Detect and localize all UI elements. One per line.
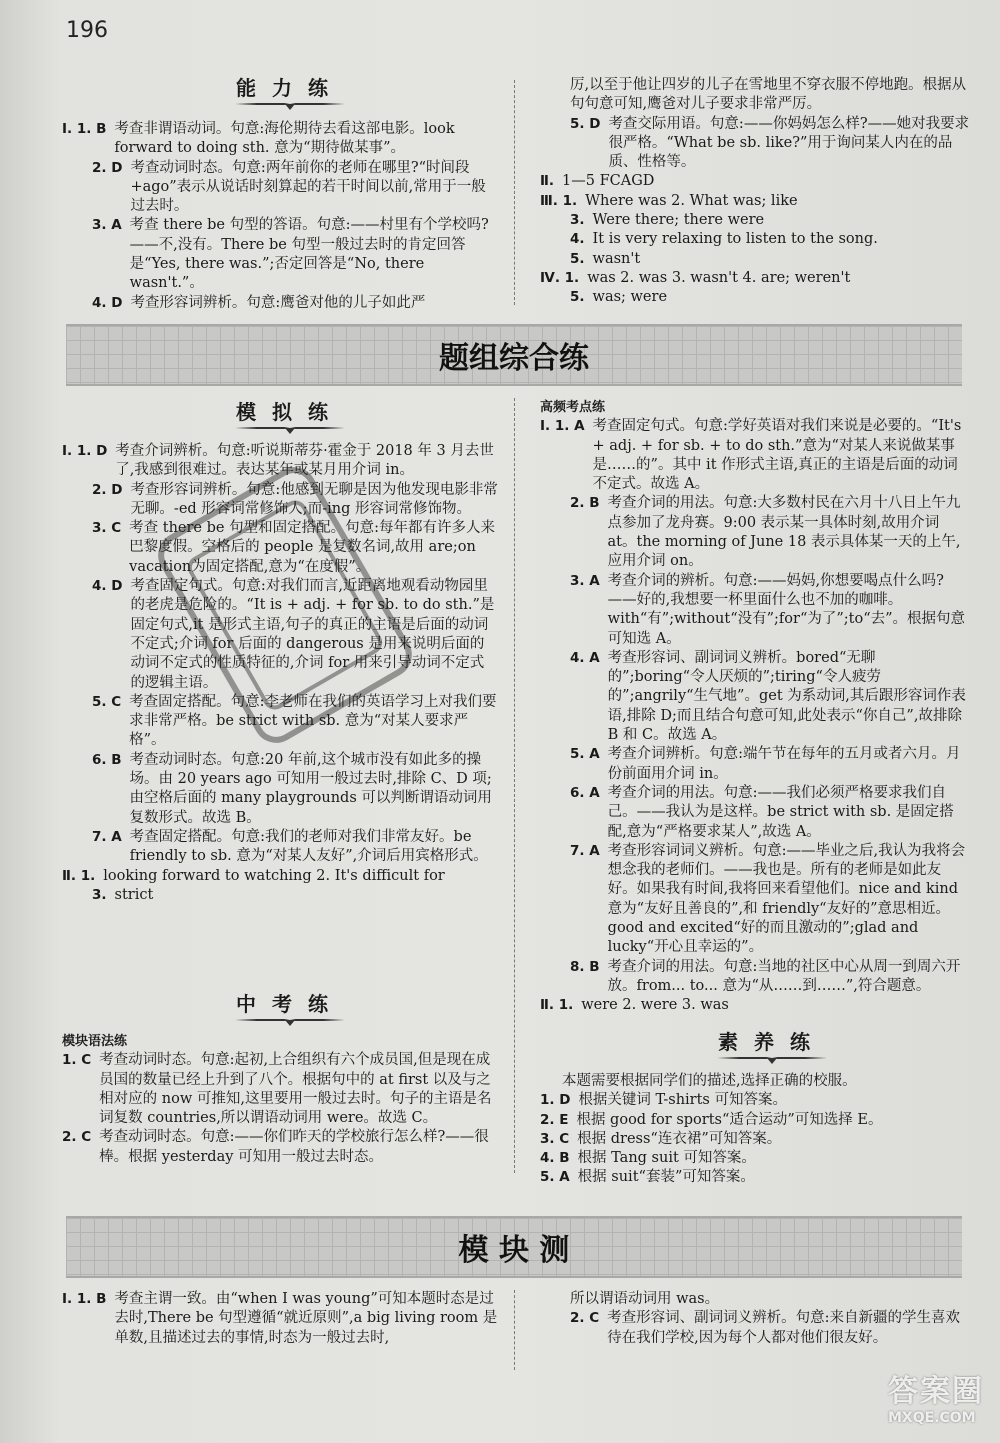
answer-explanation: was 2. was 3. wasn't 4. are; weren't: [587, 269, 851, 286]
answer-explanation: 考查非谓语动词。句意:海伦期待去看这部电影。look forward to doing sth. 意为“期待做某事”。: [114, 121, 455, 157]
answer-label: 3. A: [92, 217, 122, 234]
answer-explanation: 考查形容词、副词词义辨析。bored“无聊的”;boring“令人厌烦的”;tiring“令人疲劳的”;angrily“生气地”。get 为系动词,其后跟形容词作表语,排除 D;而且结合句意可知,此处表示“你自己”,故排除 B 和 C。故选 A。: [607, 649, 966, 744]
answer-explanation: 根据 dress“连衣裙”可知答案。: [577, 1130, 782, 1147]
section-title-ability-text: 能力练: [236, 76, 344, 100]
answer-label: 4.: [570, 231, 585, 248]
answer-item: [540, 1168, 970, 1187]
banner-title: 题组综合练: [439, 341, 589, 376]
answer-label: Ⅰ. 1. D: [62, 443, 108, 459]
answer-label: 4. D: [92, 294, 123, 311]
ability-answers-left: [62, 120, 498, 313]
answer-item: [540, 76, 970, 115]
answer-item: [540, 996, 970, 1015]
answer-item: [540, 211, 970, 230]
answer-label: 3. C: [92, 520, 122, 537]
answer-item: [62, 1128, 498, 1167]
column-divider: [514, 398, 515, 1173]
answer-explanation: were 2. were 3. was: [581, 997, 729, 1014]
answer-explanation: 1—5 FCAGD: [562, 173, 655, 190]
answer-explanation: 根据关键词 T-shirts 可知答案。: [578, 1092, 787, 1109]
answer-item: [540, 230, 970, 249]
answer-explanation: 考查形容词辨析。句意:鹰爸对他的儿子如此严: [130, 294, 426, 311]
page-number: 196: [66, 18, 108, 43]
answer-label: 4. B: [540, 1150, 570, 1167]
answer-label: Ⅳ. 1.: [540, 269, 580, 286]
answer-item: [540, 1111, 970, 1130]
watermark-logo-text: 答案圈: [888, 1374, 984, 1409]
section-title-exam-text: 中考练: [236, 992, 344, 1016]
answer-explanation: It is very relaxing to listen to the song.: [592, 231, 878, 248]
answer-label: Ⅱ. 1.: [540, 997, 574, 1014]
title-pointer-icon: [767, 1058, 777, 1064]
high-frequency-answers: [540, 398, 970, 1016]
answer-label: 7. A: [92, 828, 122, 845]
column-divider: [514, 1290, 515, 1370]
answer-explanation: 根据 good for sports“适合运动”可知选择 E。: [576, 1111, 883, 1128]
ability-answers-right: [540, 76, 970, 308]
watermark-url: MXQE.COM: [888, 1410, 976, 1426]
answer-label: 5. C: [92, 693, 122, 710]
answer-explanation: 考查动词时态。句意:20 年前,这个城市没有如此多的操场。由 20 years ago 可知用一般过去时,排除 C、D 项;由空格后面的 many playgrounds 可以判断谓语动词用复数形式。故选 B。: [129, 751, 492, 826]
answer-explanation: 考查动词时态。句意:两年前你的老师在哪里?“时间段+ago”表示从说话时刻算起的若干时间以前,常用于一般过去时。: [130, 159, 486, 215]
answer-label: 1. C: [62, 1052, 92, 1069]
literacy-answers: [540, 1072, 970, 1188]
answer-item: [540, 572, 970, 649]
answer-label: 3.: [570, 212, 585, 229]
title-pointer-icon: [285, 1020, 295, 1026]
answer-label: 2. D: [92, 159, 123, 176]
answer-explanation: Were there; there were: [592, 212, 765, 229]
answer-item: [540, 250, 970, 269]
answer-explanation: 厉,以至于他让四岁的儿子在雪地里不穿衣服不停地跑。根据从句句意可知,鹰爸对儿子要求非常严厉。: [570, 77, 967, 113]
site-watermark: [888, 1366, 998, 1436]
answer-explanation: 考查形容词词义辨析。句意:——毕业之后,我认为我将会想念我的老师们。——我也是。所有的老师是如此友好。如果我有时间,我将回来看望他们。nice and kind 意为“友好且善良的”,和 friendly“友好的”意思相近。good and excited“好的而且激动的”;glad and lucky“开心且幸运的”。: [607, 842, 966, 956]
answer-explanation: 考查动词时态。句意:——你们昨天的学校旅行怎么样?——很棒。根据 yesterday 可知用一般过去时态。: [99, 1129, 489, 1165]
answer-label: 3.: [92, 886, 107, 903]
banner-title: 模 块 测: [458, 1233, 570, 1268]
section-banner-group-practice: [66, 324, 962, 386]
answer-item: [540, 958, 970, 997]
answer-item: [540, 288, 970, 307]
answer-label: 2. C: [570, 1310, 600, 1327]
answer-item: [540, 1290, 970, 1309]
answer-explanation: strict: [114, 886, 154, 903]
answer-explanation: 考查固定句式。句意:对我们而言,近距离地观看动物园里的老虎是危险的。“It is + adj. + for sb. to do sth.”是固定句式,it 是形式主语,句子的真正的主语是后面的动词不定式;介词 for 后面的 dangerous 是用来说明后面的动词不定式的性质特征的,介词 for 用来引导动词不定式的逻辑主语。: [130, 578, 495, 691]
answer-item: [540, 192, 970, 211]
answer-label: 2. E: [540, 1111, 569, 1128]
module-test-answers-left: [62, 1290, 498, 1348]
answer-item: [540, 1149, 970, 1168]
answer-explanation: 考查形容词、副词词义辨析。句意:来自新疆的学生喜欢待在我们学校,因为每个人都对他们很友好。: [607, 1310, 961, 1346]
answer-label: 6. B: [92, 751, 122, 768]
answer-item: [62, 1290, 498, 1348]
section-title-ability: [190, 72, 390, 110]
answer-explanation: 考查交际用语。句意:——你妈妈怎么样?——她对我要求很严格。“What be sb. like?”用于询问某人内在的品质、性格等。: [608, 115, 970, 171]
answer-label: Ⅰ. 1. B: [62, 121, 107, 137]
answer-explanation: 所以谓语动词用 was。: [570, 1291, 720, 1307]
subsection-head-high-frequency: 高频考点练: [540, 400, 606, 415]
answer-label: 8. B: [570, 958, 600, 975]
subsection-head-grammar: 模块语法练: [62, 1034, 128, 1049]
answer-item: [540, 1309, 970, 1348]
answer-explanation: 考查主谓一致。由“when I was young”可知本题时态是过去时,There be 句型遵循“就近原则”,a big living room 是单数,且描述过去的事情,时态为一般过去时,: [114, 1291, 498, 1346]
answer-explanation: 考查介词的用法。句意:大多数村民在六月十八日上午九点参加了龙舟赛。9:00 表示某一具体时刻,故用介词 at。the morning of June 18 表示具体某一天的上午,应用介词 on。: [607, 495, 961, 570]
answer-item: [540, 842, 970, 958]
answer-item: [62, 751, 498, 828]
answer-label: 5. A: [570, 746, 600, 763]
answer-label: 5. D: [570, 115, 601, 132]
answer-item: [540, 269, 970, 288]
column-divider: [514, 80, 515, 305]
answer-label: 2. C: [62, 1129, 92, 1146]
answer-label: 5.: [570, 289, 585, 306]
answer-explanation: 考查 there be 句型的答语。句意:——村里有个学校吗?——不,没有。There be 句型一般过去时的肯定回答是“Yes, there was.”;否定回答是“No, there wasn't.”。: [129, 217, 489, 292]
answer-explanation: 考查介词的用法。句意:——我们必须严格要求我们自己。——我认为是这样。be strict with sb. 是固定搭配,意为“严格要求某人”,故选 A。: [607, 784, 954, 840]
answer-label: 4. A: [570, 649, 600, 666]
answer-item: [540, 1130, 970, 1149]
answer-explanation: 考查 there be 句型和固定搭配。句意:每年都有许多人来巴黎度假。空格后的 people 是复数名词,故用 are;on vacation为固定搭配,意为“在度假”。: [129, 520, 495, 575]
answer-explanation: 考查固定搭配。句意:李老师在我们的英语学习上对我们要求非常严格。be strict with sb. 意为“对某人要求严格”。: [129, 693, 497, 749]
section-title-literacy: [672, 1026, 872, 1064]
section-title-literacy-text: 素养练: [718, 1030, 826, 1054]
answer-explanation: 考查固定搭配。句意:我们的老师对我们非常友好。be friendly to sb. 意为“对某人友好”,介词后用宾格形式。: [129, 828, 488, 865]
answer-label: 2. B: [570, 495, 600, 512]
answer-label: Ⅰ. 1. A: [540, 418, 585, 435]
answer-label: 1. D: [540, 1092, 571, 1109]
answer-explanation: 考查介词的辨析。句意:——妈妈,你想要喝点什么吗?——好的,我想要一杯里面什么也不加的咖啡。with“有”;without“没有”;for“为了”;to“去”。根据句意可知选 A。: [607, 572, 966, 647]
section-title-exam: [190, 988, 390, 1026]
answer-item: [62, 828, 498, 867]
grammar-list: [62, 1051, 498, 1167]
exam-answers-left: [62, 1032, 498, 1167]
answer-label: Ⅰ. 1. B: [62, 1291, 107, 1307]
answer-explanation: 考查动词时态。句意:起初,上合组织有六个成员国,但是现在成员国的数量已经上升到了八个。根据句中的 at first 以及与之相对应的 now 可推知,这里要用一般过去时。句子的主语是名词复数 countries,所以谓语动词用 were。故选 C。: [99, 1052, 492, 1127]
answer-item: [62, 120, 498, 159]
answer-item: [540, 649, 970, 745]
answer-label: Ⅱ.: [540, 173, 555, 190]
literacy-list: [540, 1091, 970, 1187]
answer-item: [540, 1091, 970, 1110]
answer-item: [540, 172, 970, 191]
answer-item: [540, 115, 970, 173]
answer-explanation: was; were: [592, 289, 668, 306]
title-pointer-icon: [285, 104, 295, 110]
answer-item: [62, 216, 498, 293]
answer-item: [540, 784, 970, 842]
section-title-mock: [190, 396, 390, 434]
answer-explanation: 考查形容词辨析。句意:他感到无聊是因为他发现电影非常无聊。-ed 形容词常修饰人;而-ing 形容词常修饰物。: [130, 481, 498, 517]
answer-item: [62, 886, 498, 905]
answer-explanation: 考查介词的用法。句意:当地的社区中心从周一到周六开放。from... to... 意为“从……到……”,符合题意。: [607, 958, 961, 994]
module-test-answers-right: [540, 1290, 970, 1348]
high-frequency-list: [540, 417, 970, 1015]
section-title-mock-text: 模拟练: [236, 400, 344, 424]
answer-explanation: 根据 Tang suit 可知答案。: [577, 1150, 756, 1167]
answer-label: 6. A: [570, 784, 600, 801]
answer-item: [62, 294, 498, 313]
answer-label: 3. C: [540, 1130, 570, 1147]
answer-label: 7. A: [570, 842, 600, 859]
answer-explanation: looking forward to watching 2. It's difficult for: [103, 867, 445, 884]
section-banner-module-test: [66, 1216, 962, 1278]
answer-explanation: 考查介词辨析。句意:听说斯蒂芬·霍金于 2018 年 3 月去世了,我感到很难过。表达某年或某月用介词 in。: [115, 443, 494, 479]
answer-label: 4. D: [92, 578, 123, 595]
title-pointer-icon: [285, 428, 295, 434]
answer-explanation: 考查固定句式。句意:学好英语对我们来说是必要的。“It's + adj. + for sb. + to do sth.”意为“对某人来说做某事是……的”。其中 it 作形式主语,真正的主语是后面的动词不定式。故选 A。: [592, 418, 962, 493]
answer-label: 5.: [570, 250, 585, 267]
answer-item: [62, 867, 498, 886]
answer-explanation: 根据 suit“套装”可知答案。: [577, 1169, 755, 1186]
answer-label: 5. A: [540, 1169, 570, 1186]
answer-item: [540, 745, 970, 784]
answer-item: [540, 494, 970, 571]
answer-label: 2. D: [92, 481, 123, 498]
answer-label: Ⅲ. 1.: [540, 192, 578, 209]
answer-explanation: wasn't: [592, 250, 641, 267]
answer-item: [62, 159, 498, 217]
answer-item: [62, 1051, 498, 1128]
answer-explanation: Where was 2. What was; like: [585, 192, 798, 209]
answer-explanation: 考查介词辨析。句意:端午节在每年的五月或者六月。月份前面用介词 in。: [607, 746, 961, 782]
answer-label: 3. A: [570, 572, 600, 589]
answer-item: [540, 417, 970, 494]
answer-label: Ⅱ. 1.: [62, 867, 96, 884]
literacy-intro: 本题需要根据同学们的描述,选择正确的校服。: [562, 1073, 857, 1089]
